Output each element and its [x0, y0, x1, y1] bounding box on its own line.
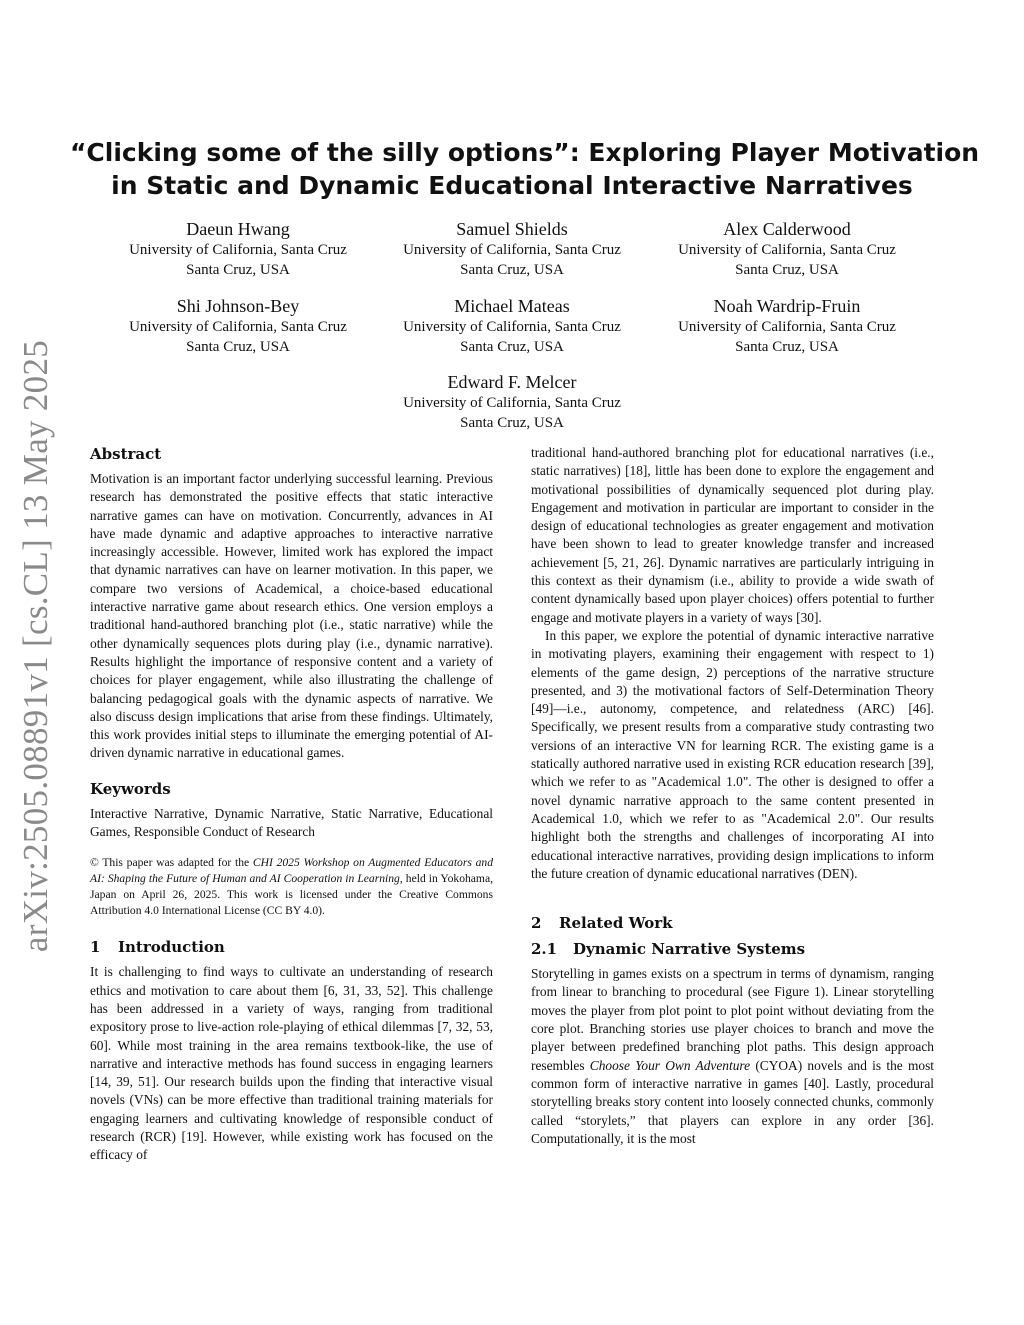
author-block — [650, 295, 924, 357]
author-affiliation: University of California, Santa Cruz — [403, 242, 621, 258]
section-number: 2 — [531, 914, 542, 933]
author-location: Santa Cruz, USA — [460, 339, 564, 355]
abstract-heading: Abstract — [90, 445, 162, 463]
author-location: Santa Cruz, USA — [735, 339, 839, 355]
introduction-paragraph: It is challenging to find ways to cultivate an understanding of research ethics and motivation to care about them [6, 31, 33, 52]. This challenge has been addressed in a variety of ways, ranging from traditional expository prose to live-action role-playing of ethical dilemmas [7, 32, 53, 60]. While most training in the area remains textbook-like, the use of narrative and interactive methods has found success in engaging learners [14, 39, 51]. Our research builds upon the finding that interactive visual novels (VNs) can be more effective than traditional training materials for engaging learners and cultivating knowledge of responsible conduct of research (RCR) [19]. However, while existing work has focused on the efficacy of — [90, 964, 493, 1163]
license-venue: CHI 2025 Workshop on Augmented Educators and AI: Shaping the Future of Human and AI Cooperation in Learning — [90, 856, 493, 886]
paper-title-line-2: in Static and Dynamic Educational Interactive Narratives — [111, 171, 913, 200]
paper-title-line-1: “Clicking some of the silly options”: Exploring Player Motivation — [70, 138, 980, 167]
arxiv-identifier-stamp — [6, 339, 66, 953]
section-number: 1 — [90, 938, 101, 957]
author-location: Santa Cruz, USA — [460, 262, 564, 278]
keywords-text: Interactive Narrative, Dynamic Narrative, Static Narrative, Educational Games, Responsible Conduct of Research — [90, 805, 493, 840]
author-location: Santa Cruz, USA — [186, 262, 290, 278]
abstract-text: Motivation is an important factor underlying successful learning. Previous research has demonstrated the positive effects that static interactive narrative games can have on motivation. Concurrently, advances in AI have made dynamic and adaptive approaches to interactive narrative increasingly accessible. However, limited work has explored the impact that dynamic narratives can have on learner motivation. In this paper, we compare two versions of Academical, a choice-based educational interactive narrative game about research ethics. One version employs a traditional hand-authored branching plot (i.e., static narrative) while the other dynamically sequences plots during play (i.e., dynamic narrative). Results highlight the importance of responsive content and a variety of choices for player engagement, while also illustrating the challenge of balancing pedagogical goals with the dynamic aspects of narrative. We also discuss design implications that arise from these findings. Ultimately, this work provides initial steps to illuminate the emerging potential of AI-driven dynamic narrative in educational games. — [90, 471, 493, 761]
author-affiliation: University of California, Santa Cruz — [129, 242, 347, 258]
license-suffix: , held in Yokohama, Japan on April 26, 2025. This work is licensed under the Creative Commons Attribution 4.0 International License (CC BY 4.0). — [90, 872, 493, 918]
author-affiliation: University of California, Santa Cruz — [678, 242, 896, 258]
cyoa-title: Choose Your Own Adventure — [589, 1057, 751, 1073]
keywords-heading: Keywords — [90, 779, 171, 798]
license-prefix: © This paper was adapted for the — [90, 856, 253, 870]
paper-title — [70, 136, 980, 202]
author-name: Noah Wardrip-Fruin — [713, 296, 861, 316]
author-block — [375, 218, 649, 280]
body-paragraph: In this paper, we explore the potential of dynamic interactive narrative in motivating players, examining their engagement with respect to 1) elements of the game design, 2) perceptions of the narrative structure presented, and 3) the motivational factors of Self-Determination Theory [49]—i.e., autonomy, competence, and relatedness (ARC) [46]. Specifically, we present results from a comparative study contrasting two versions of an interactive VN for learning RCR. The existing game is a statically authored narrative used in existing RCR education research [39], which we refer to as "Academical 1.0". The other is designed to offer a novel dynamic narrative approach to the same content presented in Academical 1.0, which we refer to as "Academical 2.0". Our results highlight both the strengths and challenges of incorporating AI into educational interactive narratives, providing design implications to inform the future creation of dynamic educational narratives (DEN). — [531, 627, 934, 881]
author-name: Edward F. Melcer — [447, 372, 577, 392]
author-block — [650, 218, 924, 280]
license-note — [90, 855, 493, 919]
author-name: Samuel Shields — [456, 219, 568, 239]
author-location: Santa Cruz, USA — [186, 339, 290, 355]
author-name: Daeun Hwang — [186, 219, 290, 239]
related-work-heading — [531, 913, 934, 933]
author-block — [101, 295, 375, 357]
body-paragraph: traditional hand-authored branching plot for educational narratives (i.e., static narratives) [18], little has been done to explore the engagement and motivational possibilities of dynamically sequenced plot during play. Engagement and motivation in particular are important to consider in the design of educational technologies as greater engagement and motivation have been shown to lead to greater knowledge transfer and increased achievement [5, 21, 26]. Dynamic narratives are particularly intriguing in this context as their dynamism (i.e., ability to provide a wide swath of content dynamically based upon player choices) offers potential to further engage and motivate players in a variety of ways [30]. — [531, 445, 934, 625]
subsection-title: Dynamic Narrative Systems — [573, 940, 806, 959]
author-location: Santa Cruz, USA — [735, 262, 839, 278]
section-title: Related Work — [559, 914, 673, 933]
author-affiliation: University of California, Santa Cruz — [403, 395, 621, 411]
author-block — [101, 218, 375, 280]
author-affiliation: University of California, Santa Cruz — [129, 319, 347, 335]
author-block — [375, 371, 649, 433]
author-location: Santa Cruz, USA — [460, 415, 564, 431]
paragraph-text: Storytelling in games exists on a spectrum in terms of dynamism, ranging from linear to branching to procedural (see Figure 1). Linear storytelling moves the player from plot point to plot point without deviating from the core plot. Branching stories use player choices to branch and move the player between predefined branching plot paths. This design approach resembles — [531, 966, 934, 1073]
body-paragraph — [531, 965, 934, 1148]
dynamic-narrative-systems-heading — [531, 939, 934, 959]
author-name: Michael Mateas — [454, 296, 570, 316]
arxiv-identifier-text: arXiv:2505.08891v1 [cs.CL] 13 May 2025 — [16, 339, 56, 953]
author-block — [375, 295, 649, 357]
introduction-heading — [90, 937, 493, 957]
section-title: Introduction — [118, 938, 225, 957]
left-column — [90, 444, 493, 1165]
subsection-number: 2.1 — [531, 940, 558, 959]
author-affiliation: University of California, Santa Cruz — [403, 319, 621, 335]
author-name: Alex Calderwood — [723, 219, 851, 239]
right-column — [531, 444, 934, 1148]
author-affiliation: University of California, Santa Cruz — [678, 319, 896, 335]
paragraph-text: (CYOA) novels and is the most common form of interactive narrative in games [40]. Lastly, procedural storytelling breaks story content into loosely connected chunks, commonly called “storylets,” that players can explore in any order [36]. Computationally, it is the most — [531, 1057, 934, 1146]
author-name: Shi Johnson-Bey — [176, 296, 300, 316]
